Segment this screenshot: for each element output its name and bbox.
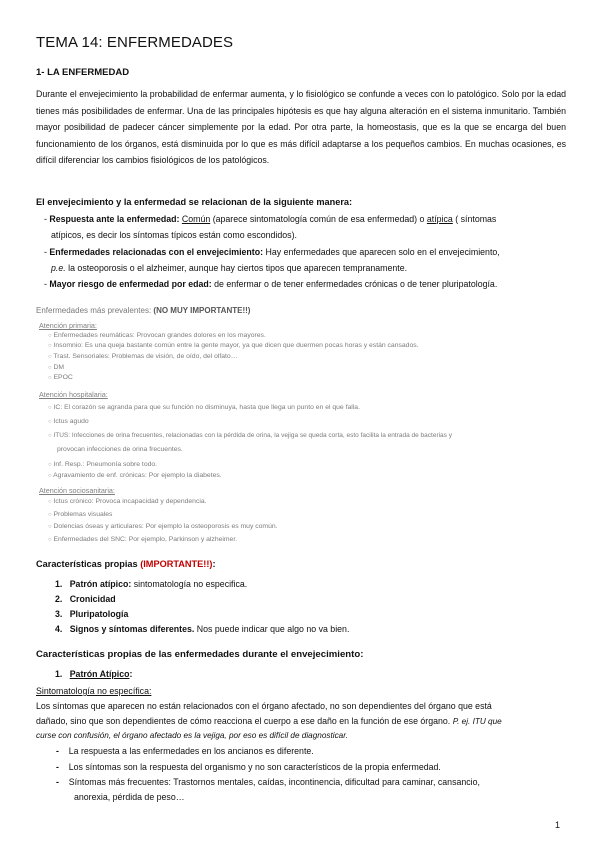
relation-item-2-text: Hay enfermedades que aparecen solo en el envejecimiento, xyxy=(265,247,500,257)
sociosanitaria-label: Atención sociosanitaria: xyxy=(39,486,115,495)
relation-item-2-pe: p.e. xyxy=(51,263,66,273)
intro-paragraph: Durante el envejecimiento la probabilidad de enfermar aumenta, y lo fisiológico se confunde a veces con lo patológico. Solo por la edad tienes más posibilidades de enfermar. Una de las principales hipótesis es que hay alguna alteración en el sistema inmunitario. También mayor posibilidad de padecer cáncer simplemente por la edad. Por otra parte, la homeostasis, que es la que se encarga del buen funcionamiento de los órganos, está disminuida por lo que es más difícil adaptarse a los pequeños cambios. En muchas ocasiones, es difícil diferenciar los cambios fisiológicos de los patológicos. xyxy=(36,89,566,166)
primaria-item: ○ Enfermedades reumáticas: Provocan grandes dolores en los mayores. xyxy=(48,332,266,339)
hospitalaria-item: ○ IC: El corazón se agranda para que su función no disminuya, hasta que llega un punto en el que falla. xyxy=(48,404,360,411)
relation-item-2: - Enfermedades relacionadas con el envejecimiento: Hay enfermedades que aparecen solo en el envejecimiento, xyxy=(44,247,500,257)
envejecimiento-heading: Características propias de las enfermedades durante el envejecimiento: xyxy=(36,649,364,660)
primaria-item: ○ Trast. Sensoriales: Problemas de visión, de oído, del olfato… xyxy=(48,353,238,360)
sociosanitaria-item: ○ Ictus crónico: Provoca incapacidad y dependencia. xyxy=(48,498,207,505)
primaria-label: Atención primaria: xyxy=(39,321,97,330)
envejecimiento-bullet: - Síntomas más frecuentes: Trastornos mentales, caídas, incontinencia, dificultad para caminar, cansancio, xyxy=(56,777,480,787)
relation-item-3: - Mayor riesgo de enfermedad por edad: de enfermar o de tener enfermedades crónicas o de tener pluripatología. xyxy=(44,279,498,289)
primaria-item: ○ EPOC xyxy=(48,374,73,381)
hospitalaria-label: Atención hospitalaria: xyxy=(39,390,108,399)
importante-label: (IMPORTANTE!!) xyxy=(140,559,213,569)
hospitalaria-item: ○ ITUS: Infecciones de orina frecuentes, relacionadas con la pérdida de orina, la vejiga se queda corta, esto facilita la entrada de bacterias y xyxy=(48,432,452,439)
section-heading-enfermedad: 1- LA ENFERMEDAD xyxy=(36,67,130,78)
primaria-item: ○ DM xyxy=(48,364,65,371)
page-number: 1 xyxy=(555,820,561,830)
caracteristicas-item: 4. Signos y síntomas diferentes. Nos puede indicar que algo no va bien. xyxy=(55,624,350,634)
sintomatologia-label: Sintomatología no específica: xyxy=(36,686,152,696)
sociosanitaria-item: ○ Dolencias óseas y articulares: Por ejemplo la osteoporosis es muy común. xyxy=(48,523,278,530)
envejecimiento-line-3: curse con confusión, el órgano afectado es la vejiga, por eso es difícil de diagnosticar. xyxy=(36,731,348,740)
hospitalaria-item: ○ Agravamiento de enf. crónicas: Por ejemplo la diabetes. xyxy=(48,472,222,479)
envejecimiento-bullet: - La respuesta a las enfermedades en los ancianos es diferente. xyxy=(56,746,314,756)
primaria-item: ○ Insomnio: Es una queja bastante común entre la gente mayor, ya que dicen que duermen pocas horas y están cansados. xyxy=(48,342,419,349)
sociosanitaria-item: ○ Enfermedades del SNC: Por ejemplo, Parkinson y alzheimer. xyxy=(48,536,238,543)
relation-item-3-label: Mayor riesgo de enfermedad por edad: xyxy=(49,279,212,289)
prevalent-heading xyxy=(36,306,250,315)
relation-item-2-line2 xyxy=(51,263,407,273)
relation-item-3-text: de enfermar o de tener enfermedades crónicas o de tener pluripatología. xyxy=(214,279,498,289)
relation-item-1-mid: (aparece sintomatología común de esa enfermedad) o xyxy=(212,214,425,224)
caracteristicas-heading: Características propias (IMPORTANTE!!): xyxy=(36,559,216,569)
caracteristicas-item: 3. Pluripatología xyxy=(55,609,129,619)
envejecimiento-bullet-cont: anorexia, pérdida de peso… xyxy=(74,792,185,802)
relation-item-1-atipica: atípica xyxy=(426,214,453,224)
relation-item-1-line2: atípicos, es decir los síntomas típicos están como escondidos). xyxy=(51,230,297,240)
relation-item-1-comun: Común xyxy=(181,214,211,224)
prevalent-heading-gray: Enfermedades más prevalentes: xyxy=(36,306,152,315)
hospitalaria-item-cont: provocan infecciones de orina frecuentes. xyxy=(57,446,183,453)
hospitalaria-item: ○ Ictus agudo xyxy=(48,418,89,425)
caracteristicas-item: 1. Patrón atípico: sintomatología no especifica. xyxy=(55,579,248,589)
relation-item-1: - Respuesta ante la enfermedad: Común (aparece sintomatología común de esa enfermedad) o atípica ( síntomas xyxy=(44,214,497,224)
envejecimiento-line-2: dañado, sino que son dependientes de cómo reacciona el cuerpo a ese daño en la función de ese órgano. P. ej. ITU que xyxy=(36,716,502,726)
patron-atipico-subheading: 1. Patrón Atípico: xyxy=(55,669,133,679)
caracteristicas-item: 2. Cronicidad xyxy=(55,594,116,604)
relation-item-2-line2-text: la osteoporosis o el alzheimer, aunque hay ciertos tipos que aparecen tempranamente. xyxy=(68,263,408,273)
relation-item-1-end: ( síntomas xyxy=(455,214,497,224)
hospitalaria-item: ○ Inf. Resp.: Pneumonía sobre todo. xyxy=(48,461,158,468)
envejecimiento-line-1: Los síntomas que aparecen no están relacionados con el órgano afectado, no son dependientes del órgano que está xyxy=(36,701,492,711)
relation-heading: El envejecimiento y la enfermedad se relacionan de la siguiente manera: xyxy=(36,197,353,207)
prevalent-heading-bold: (NO MUY IMPORTANTE!!) xyxy=(153,306,251,315)
relation-item-1-label: Respuesta ante la enfermedad: xyxy=(49,214,180,224)
sociosanitaria-item: ○ Problemas visuales xyxy=(48,511,113,518)
envejecimiento-bullet: - Los síntomas son la respuesta del organismo y no son característicos de la propia enfermedad. xyxy=(56,762,441,772)
page-title: TEMA 14: ENFERMEDADES xyxy=(36,34,234,51)
relation-item-2-label: Enfermedades relacionadas con el envejecimiento: xyxy=(49,247,264,257)
